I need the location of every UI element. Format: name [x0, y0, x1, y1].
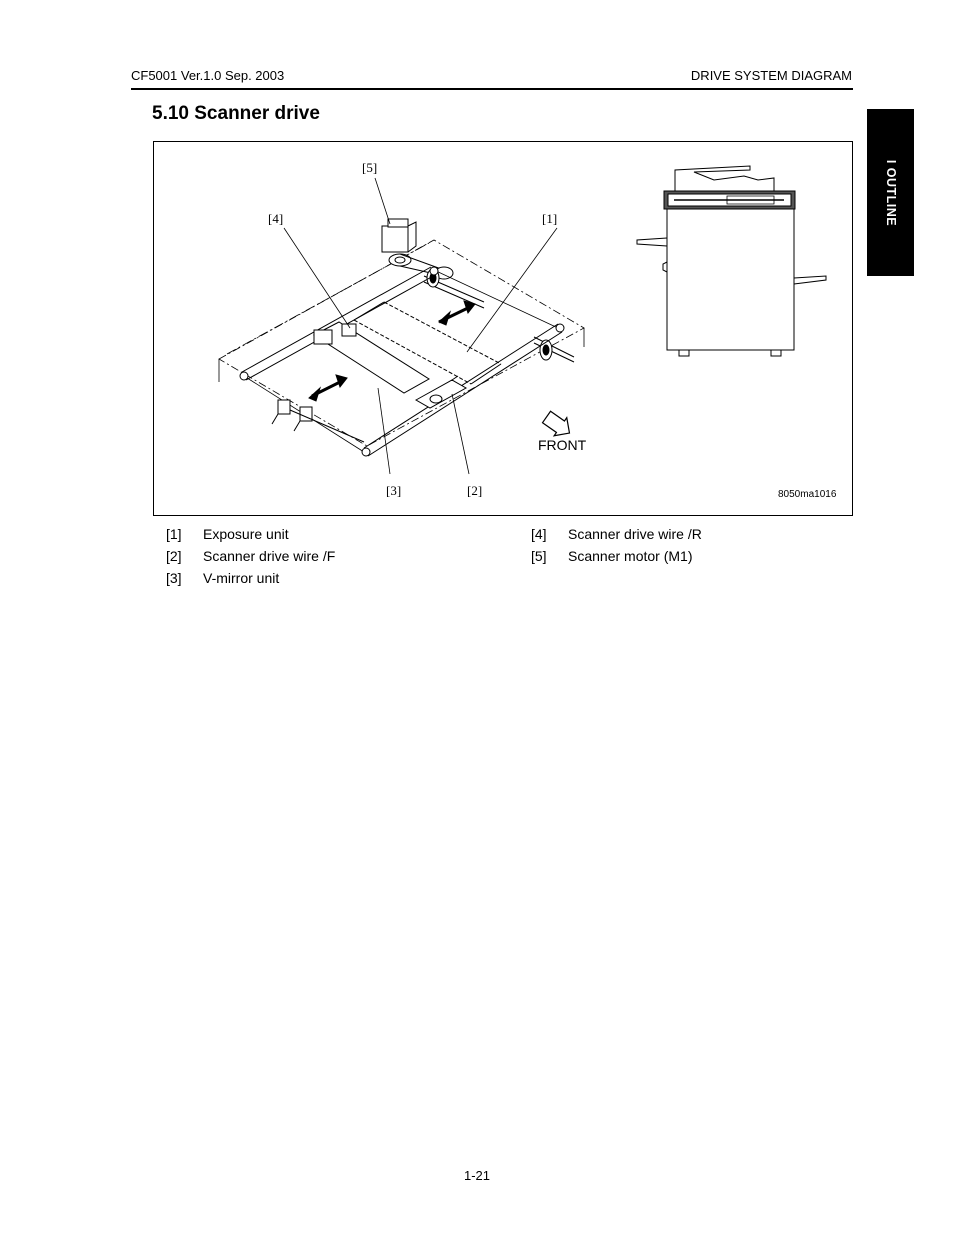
legend-num: [5]: [531, 548, 547, 564]
scanner-drive-diagram: [154, 142, 852, 515]
header-rule: [131, 88, 853, 90]
legend-text: Scanner motor (M1): [568, 548, 693, 564]
front-label: FRONT: [538, 437, 587, 453]
legend-text: Exposure unit: [203, 526, 289, 542]
front-shaft: [534, 337, 574, 362]
callout-3: [3]: [386, 483, 402, 498]
side-tab[interactable]: [867, 109, 914, 276]
legend-num: [2]: [166, 548, 182, 564]
side-tab-label: I OUTLINE: [883, 159, 898, 226]
header-section: DRIVE SYSTEM DIAGRAM: [690, 68, 852, 83]
legend-num: [4]: [531, 526, 547, 542]
callout-4: [4]: [268, 211, 284, 226]
wire-brackets: [272, 400, 364, 442]
legend-text: Scanner drive wire /R: [568, 526, 702, 542]
figure-frame: [153, 141, 853, 516]
header-doc-id: CF5001 Ver.1.0 Sep. 2003: [131, 68, 285, 83]
v-mirror-unit: [314, 322, 429, 393]
base-plate: [219, 240, 584, 446]
figure-code: 8050ma1016: [778, 489, 837, 500]
legend-text: Scanner drive wire /F: [203, 548, 336, 564]
page-number: 1-21: [463, 1168, 491, 1183]
callout-5: [5]: [362, 160, 378, 175]
callout-1: [1]: [542, 211, 558, 226]
legend-num: [3]: [166, 570, 182, 586]
section-title: 5.10 Scanner drive: [152, 103, 320, 124]
legend-text: V-mirror unit: [203, 570, 280, 586]
legend-num: [1]: [166, 526, 182, 542]
callout-2: [2]: [467, 483, 483, 498]
copier-outline: [637, 166, 826, 356]
